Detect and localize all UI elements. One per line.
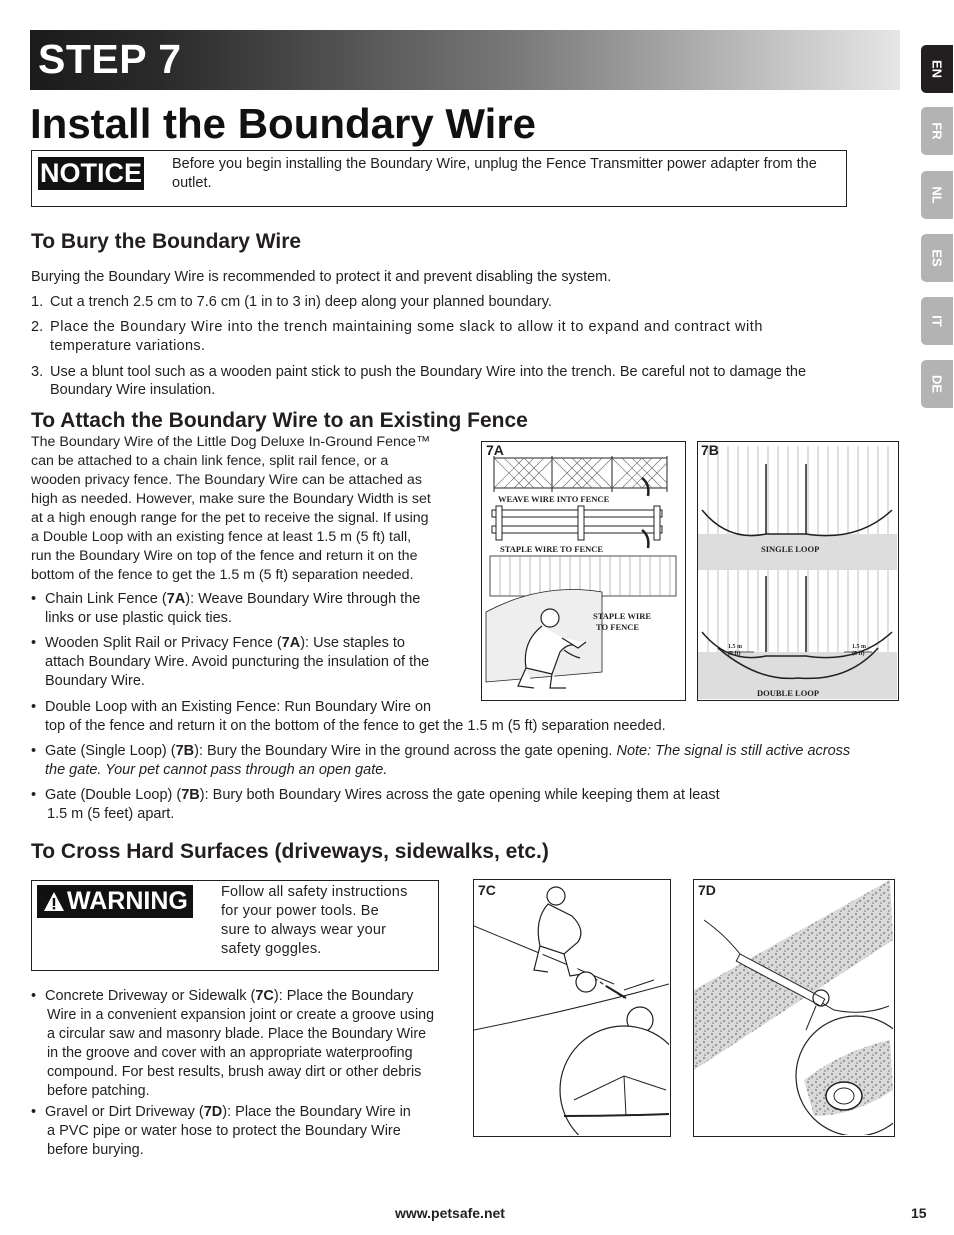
- tab-label: EN: [929, 59, 945, 79]
- bullet-dot: •: [31, 743, 37, 759]
- bullet-dot: •: [31, 635, 37, 651]
- warning-text: [221, 883, 431, 959]
- page-number: 15: [911, 1205, 927, 1221]
- bullet-wooden: Wooden Split Rail or Privacy Fence (7A): Use staples to: [45, 635, 405, 651]
- figure-7a: [481, 441, 686, 701]
- bullet-wooden-cont: Boundary Wire.: [45, 673, 145, 689]
- paragraph-line: bottom of the fence to get the 1.5 m (5 ft) separation needed.: [31, 567, 414, 583]
- bullet-gate-double-cont: 1.5 m (5 feet) apart.: [47, 806, 175, 822]
- tab-en[interactable]: [921, 45, 953, 93]
- paragraph-line: run the Boundary Wire on top of the fence and return it on the: [31, 548, 418, 564]
- bury-step-2: Place the Boundary Wire into the trench maintaining some slack to allow it to expand and contract with: [50, 319, 763, 335]
- paragraph-line: a Double Loop with an existing fence at least 1.5 m (5 ft) tall,: [31, 529, 412, 545]
- warning-line: safety goggles.: [221, 941, 322, 957]
- figure-7b: [697, 441, 899, 701]
- paragraph-line: can be attached to a chain link fence, split rail fence, or a: [31, 453, 389, 469]
- fence-heading: To Attach the Boundary Wire to an Existing Fence: [31, 409, 528, 432]
- concrete-line: before patching.: [47, 1083, 150, 1099]
- bury-step-num: 2.: [31, 319, 44, 335]
- figure-7c-label: 7C: [478, 882, 496, 898]
- bullet-dot: •: [31, 591, 37, 607]
- bullet-double-loop-cont: top of the fence and return it on the bottom of the fence to get the 1.5 m (5 ft) separation needed.: [45, 718, 666, 734]
- bullet-concrete: Concrete Driveway or Sidewalk (7C): Place the Boundary: [45, 988, 414, 1004]
- saw-cutting-illustration: [474, 880, 669, 1135]
- figure-7d-label: 7D: [698, 882, 716, 898]
- tab-label: FR: [929, 122, 945, 140]
- bullet-chain-link-cont: links or use plastic quick ties.: [45, 610, 232, 626]
- bullet-gate-double: Gate (Double Loop) (7B): Bury both Boundary Wires across the gate opening while keeping them at least: [45, 787, 720, 803]
- bury-step-1: Cut a trench 2.5 cm to 7.6 cm (1 in to 3 in) deep along your planned boundary.: [50, 294, 552, 310]
- tab-label: IT: [929, 315, 945, 327]
- bullet-gate-single: Gate (Single Loop) (7B): Bury the Boundary Wire in the ground across the gate opening. Note: The signal is still active across: [45, 743, 851, 759]
- bury-step-3-cont: Boundary Wire insulation.: [50, 382, 216, 398]
- tab-es[interactable]: [921, 234, 953, 282]
- paragraph-line: wooden privacy fence. The Boundary Wire can be attached as: [31, 472, 422, 488]
- warning-badge: [37, 885, 193, 918]
- bury-intro: Burying the Boundary Wire is recommended to protect it and prevent disabling the system.: [31, 269, 612, 285]
- figure-7b-dimension: (5 ft): [728, 651, 741, 657]
- bullet-dot: •: [31, 1104, 37, 1120]
- notice-badge: NOTICE: [39, 158, 142, 188]
- bullet-concrete-cont: [47, 1006, 434, 1101]
- bullet-dot: •: [31, 787, 37, 803]
- paragraph-line: The Boundary Wire of the Little Dog Deluxe In-Ground Fence™: [31, 434, 431, 450]
- figure-7a-caption: WEAVE WIRE INTO FENCE: [498, 494, 610, 504]
- bullet-gravel-cont: [47, 1122, 401, 1160]
- figure-7d: [693, 879, 895, 1137]
- fence-illustration: [482, 442, 684, 699]
- warning-line: sure to always wear your: [221, 922, 387, 938]
- gravel-line: before burying.: [47, 1142, 144, 1158]
- page-title: Install the Boundary Wire: [30, 100, 537, 147]
- figure-7b-caption: SINGLE LOOP: [761, 544, 820, 554]
- warning-line: Follow all safety instructions: [221, 884, 408, 900]
- warning-triangle-icon: [43, 891, 65, 913]
- bullet-dot: •: [31, 988, 37, 1004]
- gate-loop-illustration: [698, 442, 897, 699]
- figure-7a-caption: TO FENCE: [596, 622, 640, 632]
- hard-surface-heading: To Cross Hard Surfaces (driveways, sidewalks, etc.): [31, 840, 549, 863]
- paragraph-line: high as needed. However, make sure the Boundary Width is set: [31, 491, 431, 507]
- gravel-pipe-illustration: [694, 880, 893, 1135]
- concrete-line: Wire in a convenient expansion joint or create a groove using: [47, 1007, 435, 1023]
- fence-paragraph: [31, 433, 431, 585]
- figure-7a-caption: STAPLE WIRE: [593, 611, 652, 621]
- figure-7b-caption: DOUBLE LOOP: [757, 688, 820, 698]
- bury-step-num: 1.: [31, 294, 44, 310]
- figure-7c: [473, 879, 671, 1137]
- bullet-wooden-cont: attach Boundary Wire. Avoid puncturing the insulation of the: [45, 654, 430, 670]
- tab-fr[interactable]: [921, 107, 953, 155]
- tab-label: ES: [929, 249, 945, 267]
- warning-label: WARNING: [67, 887, 188, 915]
- concrete-line: in the groove and cover with an appropriate waterproofing: [47, 1045, 413, 1061]
- bullet-double-loop: Double Loop with an Existing Fence: Run Boundary Wire on: [45, 699, 432, 715]
- footer-url[interactable]: www.petsafe.net: [395, 1205, 505, 1221]
- tab-label: DE: [929, 374, 945, 394]
- bury-heading: To Bury the Boundary Wire: [31, 230, 302, 253]
- notice-text: Before you begin installing the Boundary Wire, unplug the Fence Transmitter power adapter from the outlet.: [172, 156, 817, 191]
- figure-7b-dimension: 1.5 m: [852, 644, 866, 650]
- tab-label: NL: [929, 186, 945, 204]
- tab-nl[interactable]: [921, 171, 953, 219]
- figure-7b-label: 7B: [701, 442, 719, 458]
- figure-7a-caption: STAPLE WIRE TO FENCE: [500, 544, 604, 554]
- bullet-gravel: Gravel or Dirt Driveway (7D): Place the Boundary Wire in: [45, 1104, 411, 1120]
- tab-it[interactable]: [921, 297, 953, 345]
- bury-step-2-cont: temperature variations.: [50, 338, 206, 354]
- bury-step-3: Use a blunt tool such as a wooden paint stick to push the Boundary Wire into the trench. Be careful not to damage the: [50, 364, 807, 380]
- bullet-chain-link: Chain Link Fence (7A): Weave Boundary Wire through the: [45, 591, 421, 607]
- bury-step-num: 3.: [31, 364, 44, 380]
- paragraph-line: at a high enough range for the pet to receive the signal. If using: [31, 510, 429, 526]
- tab-de[interactable]: [921, 360, 953, 408]
- gravel-line: a PVC pipe or water hose to protect the Boundary Wire: [47, 1123, 401, 1139]
- figure-7b-dimension: (5 ft): [852, 651, 865, 657]
- concrete-line: compound. For best results, brush away dirt or other debris: [47, 1064, 422, 1080]
- figure-7a-label: 7A: [486, 442, 504, 458]
- concrete-line: a circular saw and masonry blade. Place the Boundary Wire: [47, 1026, 427, 1042]
- bullet-gate-single-note: the gate. Your pet cannot pass through an open gate.: [45, 762, 388, 778]
- figure-7b-dimension: 1.5 m: [728, 644, 742, 650]
- warning-line: for your power tools. Be: [221, 903, 379, 919]
- bullet-dot: •: [31, 699, 37, 715]
- step-label: STEP 7: [38, 36, 182, 82]
